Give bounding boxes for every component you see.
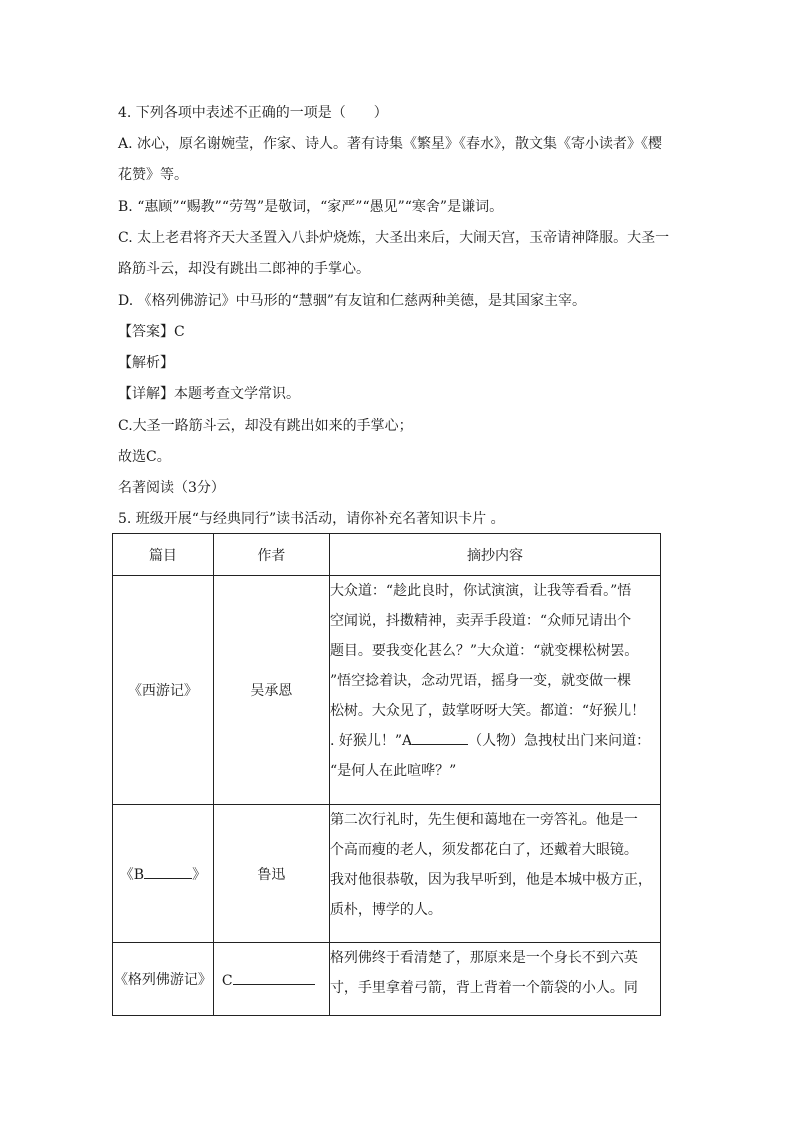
row1-excerpt-before-blank: . 好猴儿！”A (329, 733, 413, 749)
header-title: 篇目 (113, 534, 214, 576)
row2-title-suffix: 》 (192, 866, 207, 883)
row1-excerpt-line: ”悟空捻着诀，念动咒语，摇身一变，就变做一棵 (329, 673, 632, 689)
table-row (113, 805, 661, 943)
answer: 【答案】C (118, 324, 185, 340)
row1-excerpt-line: 大众道：“趁此良时，你试演演，让我等看看。”悟 (329, 583, 632, 599)
row1-excerpt-line-blank (330, 726, 660, 756)
blank-a-field[interactable] (412, 730, 468, 745)
row2-excerpt-line: 我对他很恭敬，因为我早听到，他是本城中极方正， (329, 872, 652, 888)
row3-author-prefix: C (221, 972, 233, 989)
blank-c-field[interactable] (233, 970, 315, 985)
row2-title-prefix: 《B (119, 866, 145, 883)
question-4-stem: 4. 下列各项中表述不正确的一项是（ ） (118, 105, 388, 121)
row1-excerpt-line: 松树。大众见了，鼓掌呀呀大笑。都道：“好猴儿！ (329, 703, 646, 719)
row1-excerpt-after-blank: （人物）急拽杖出门来问道： (468, 733, 651, 749)
detail-c: C.大圣一路筋斗云，却没有跳出如来的手掌心； (118, 418, 413, 434)
option-c-line-2: 路筋斗云，却没有跳出二郎神的手掌心。 (118, 261, 370, 277)
row1-excerpt-line: 空闻说，抖擞精神，卖弄手段道：“众师兄请出个 (329, 613, 632, 629)
table-row (113, 943, 661, 1016)
row1-excerpt-line: 题目。要我变化甚么？”大众道：“就变棵松树罢。 (329, 643, 639, 659)
option-d: D. 《格列佛游记》中马形的“慧骃”有友谊和仁慈两种美德，是其国家主宰。 (118, 293, 586, 309)
analysis-label: 【解析】 (118, 355, 174, 371)
row3-author (213, 943, 329, 1016)
knowledge-card-table (112, 533, 661, 1016)
row2-title (113, 805, 214, 943)
table-header-row (113, 534, 661, 576)
option-b: B. “惠顾”“赐教”“劳驾”是敬词，“家严”“愚见”“寒舍”是谦词。 (118, 199, 504, 215)
row1-author: 吴承恩 (213, 576, 329, 805)
row2-excerpt-line: 第二次行礼时，先生便和蔼地在一旁答礼。他是一 (329, 812, 638, 828)
header-author: 作者 (213, 534, 329, 576)
option-c-line-1: C. 太上老君将齐天大圣置入八卦炉烧炼，大圣出来后，大闹天宫，玉帝请神降服。大圣一 (118, 230, 670, 246)
section-title: 名著阅读（3分） (118, 480, 225, 496)
row2-excerpt-line: 质朴，博学的人。 (329, 902, 442, 918)
blank-b-field[interactable] (144, 864, 192, 879)
table-row (113, 576, 661, 805)
option-a-line-1: A. 冰心，原名谢婉莹，作家、诗人。著有诗集《繁星》《春水》，散文集《寄小读者》《樱 (118, 136, 663, 152)
row1-excerpt-line: “是何人在此喧哗？” (329, 763, 457, 779)
conclusion: 故选C。 (118, 449, 171, 465)
question-5-stem: 5. 班级开展“与经典同行”读书活动，请你补充名著知识卡片 。 (118, 511, 505, 527)
row3-excerpt-line: 寸，手里拿着弓箭，背上背着一个箭袋的小人。同 (329, 980, 638, 996)
row2-author: 鲁迅 (213, 805, 329, 943)
row3-excerpt (329, 943, 660, 1016)
header-excerpt: 摘抄内容 (329, 534, 660, 576)
row3-excerpt-line: 格列佛终于看清楚了，那原来是一个身长不到六英 (329, 950, 638, 966)
row2-excerpt-line: 个高而瘦的老人，须发都花白了，还戴着大眼镜。 (329, 842, 638, 858)
detail: 【详解】本题考查文学常识。 (118, 386, 300, 402)
row1-excerpt (329, 576, 660, 805)
option-a-line-2: 花赞》等。 (118, 167, 188, 183)
row3-title: 《格列佛游记》 (113, 943, 214, 1016)
row2-excerpt (329, 805, 660, 943)
row1-title: 《西游记》 (113, 576, 214, 805)
